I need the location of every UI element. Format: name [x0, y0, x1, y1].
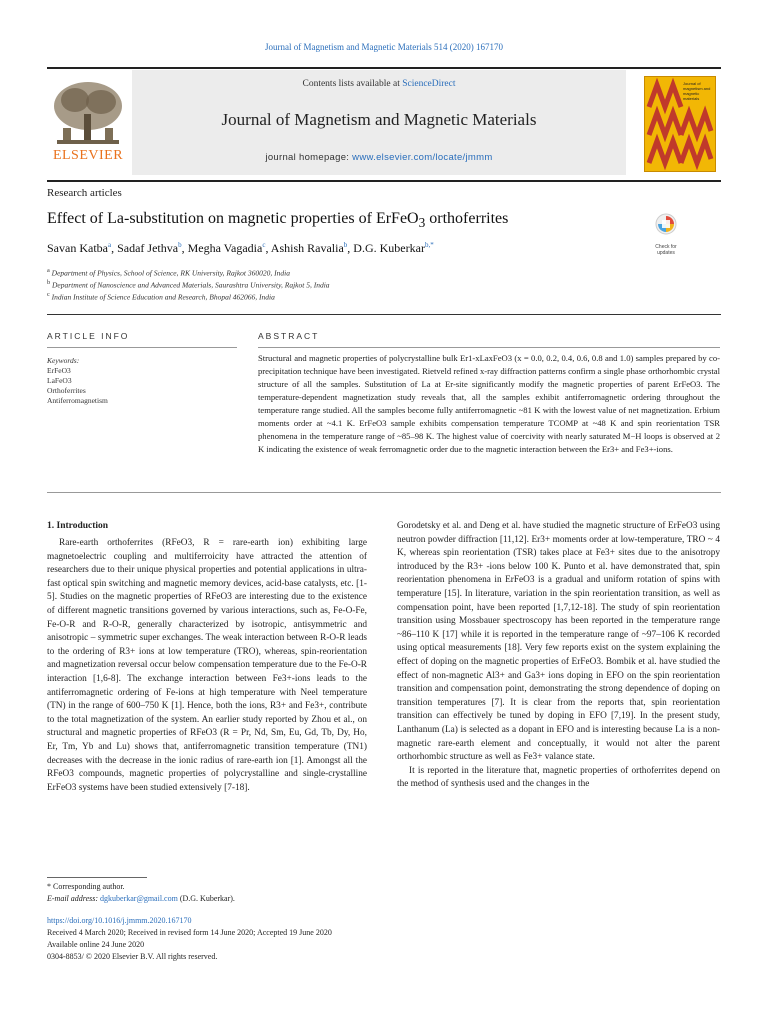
- info-rule-right: [258, 347, 720, 348]
- body-column-left: [47, 537, 367, 795]
- homepage-link[interactable]: www.elsevier.com/locate/jmmm: [352, 152, 493, 163]
- abstract-bottom-rule: [47, 492, 721, 493]
- author-affiliation-mark[interactable]: b: [178, 241, 182, 249]
- homepage-prefix: journal homepage:: [265, 152, 353, 163]
- body-column-right: [397, 520, 720, 792]
- article-meta: [47, 915, 332, 963]
- keywords-block: [47, 356, 108, 406]
- author-separator: ,: [265, 241, 271, 255]
- available-date: Available online 24 June 2020: [47, 940, 145, 949]
- article-title: [47, 210, 508, 231]
- info-rule-left: [47, 347, 237, 348]
- journal-citation[interactable]: Journal of Magnetism and Magnetic Materials 514 (2020) 167170: [265, 42, 503, 52]
- author-affiliation-mark[interactable]: c: [262, 241, 266, 249]
- affiliation-text: Department of Nanoscience and Advanced Materials, Saurashtra University, Rajkot 5, India: [52, 280, 330, 290]
- author-name[interactable]: Sadaf Jethva: [117, 241, 179, 255]
- title-text: Effect of La-substitution on magnetic properties of ErFeO: [47, 210, 419, 227]
- journal-cover-image: [644, 76, 716, 172]
- author-name[interactable]: Megha Vagadia: [187, 241, 263, 255]
- affiliation-b: [47, 279, 330, 290]
- author-list: [47, 241, 434, 256]
- homepage-line: [132, 152, 626, 163]
- check-for-updates-button[interactable]: [650, 213, 682, 257]
- doi-link[interactable]: https://doi.org/10.1016/j.jmmm.2020.167170: [47, 916, 192, 925]
- affiliation-text: Indian Institute of Science Education and Research, Bhopal 462066, India: [51, 292, 275, 302]
- author-separator: ,: [181, 241, 188, 255]
- affiliation-mark: b: [47, 279, 51, 286]
- keyword-item: Antiferromagnetism: [47, 396, 108, 405]
- author-name[interactable]: Savan Katba: [47, 241, 108, 255]
- abstract-heading: ABSTRACT: [258, 331, 320, 341]
- header-top-rule: [47, 67, 721, 69]
- copyright: 0304-8853/ © 2020 Elsevier B.V. All rights reserved.: [47, 952, 218, 961]
- affiliation-mark: c: [47, 291, 50, 298]
- email-label: E-mail address:: [47, 894, 101, 903]
- email-link[interactable]: dgkuberkar@gmail.com: [100, 894, 178, 903]
- affiliation-text: Department of Physics, School of Science, RK University, Rajkot 360020, India: [51, 268, 290, 278]
- sciencedirect-link[interactable]: ScienceDirect: [402, 79, 456, 89]
- paragraph: Rare-earth orthoferrites (RFeO3, R = rare-earth ion) exhibiting large magnetoelectric coupling and multiferroicity have attracted the attention of researchers due to their unique physical properties and potential applications in ultra-fast optical spin switching and magnetic memory devices, acid-base catalysts, etc. [1-5]. Studies on the magnetic properties of RFeO3 are interesting due to the existence of different magnetic transitions governed by various interactions, such as, Fe-O-Fe, Fe-O-R and R-O-R, generally characterized by isotropic, antisymmetric and anisotropic – symmetric super exchanges. The weak interaction between R-O-R leads to the ordering of R3+ ions at low temperature (TRO), whereas, spin-reorientation and magnetization reversal occur below compensation temperature due to the Fe-O-R interaction [1,6-8]. The exchange interaction between Fe3+-ions leads to the antiferromagnetic ordering of Fe-ions at high temperature with Neel temperature (TN) in the range of 600–750 K [1]. Hence, both the ions, R3+ and Fe3+, contribute to the total magnetization of the system. An earlier study reported by Zhou et al., on structural and magnetic properties of RFeO3 (R = Pr, Nd, Sm, Eu, Gd, Tb, Dy, Ho, Er, Tm, Yb and Lu) shows that, antiferromagnetic transition temperature (TN1) decreases with the decrease in the ionic radius of rare-earth ion [1]. Amongst all the RFeO3 compounds, magnetic properties of polycrystalline and single-crystalline ErFeO3 systems have been studied extensively [7-18].: [47, 538, 367, 793]
- paragraph: Gorodetsky et al. and Deng et al. have studied the magnetic structure of ErFeO3 using neutron powder diffraction [11,12]. Er3+ moments order at low-temperature, TRO ~ 4 K, whereas spin reorientation (TSR) takes place at Fe3+ sites due to the anisotropy introduced by the R3+ -ions below 100 K. Punto et al. have demonstrated that, spin reorientation phenomena in ErFeO3 is a gradual and uniform rotation of spins with temperature [15]. In literature, variation in the spin reorientation transition, as well as compensation point, have been reported [1,7,12-18]. The study of spin reorientation transition using Mossbauer spectroscopy has been reported in the temperature range ~86–110 K [17] while it is reported in the temperature range of ~97–106 K recorded using optical measurements [18]. Very few reports exist on the system explaining the effect of doping on the magnetic properties of ErFeO3. Bombik et al. have studied the effect of non-magnetic Al3+ and Ga3+ ions doping in EFO on the spin reorientation transition and compensation point, demonstrating the strong dependence of doping on transition temperatures [7]. It is clear from the reports that, spin reorientation transition can effectively be tuned by doping in EFO [7,19]. In the present study, Lanthanum (La) is selected as a dopant in EFO and is interesting because La is a non-magnetic rare-earth element and conceptually, it would not alter the parent orthorhombic structure as well as Fe3+ valance state.: [397, 521, 720, 763]
- author-name[interactable]: Ashish Ravalia: [270, 241, 344, 255]
- footnote-rule: [47, 877, 147, 878]
- received-dates: Received 4 March 2020; Received in revised form 14 June 2020; Accepted 19 June 2020: [47, 928, 332, 937]
- section-heading: 1. Introduction: [47, 521, 109, 531]
- cover-title: Journal of magnetism and magnetic materials: [683, 81, 711, 101]
- crossmark-icon: [655, 213, 677, 239]
- author-affiliation-mark[interactable]: b: [343, 241, 348, 249]
- journal-name: Journal of Magnetism and Magnetic Materials: [221, 110, 537, 129]
- info-top-rule: [47, 314, 721, 315]
- header-bottom-rule: [47, 180, 721, 182]
- crossmark-label: Check for updates: [655, 244, 677, 256]
- author-name[interactable]: D.G. Kuberkar: [353, 241, 425, 255]
- corresponding-author: * Corresponding author.: [47, 882, 125, 891]
- contents-line: [132, 79, 626, 89]
- author-affiliation-mark[interactable]: a: [107, 241, 112, 249]
- article-info-heading: ARTICLE INFO: [47, 331, 130, 341]
- article-type: Research articles: [47, 187, 122, 199]
- affiliation-mark: a: [47, 267, 50, 274]
- elsevier-wordmark: ELSEVIER: [52, 148, 124, 163]
- affiliation-a: [47, 267, 290, 278]
- footnote: [47, 881, 235, 905]
- email-line: [47, 893, 235, 905]
- author-separator: ,: [111, 241, 118, 255]
- title-suffix: orthoferrites: [425, 210, 509, 227]
- affiliation-c: [47, 291, 275, 302]
- author-separator: ,: [347, 241, 354, 255]
- keywords-label: Keywords:: [47, 356, 80, 365]
- title-subscript: 3: [418, 215, 426, 231]
- email-suffix: (D.G. Kuberkar).: [177, 894, 235, 903]
- contents-prefix: Contents lists available at: [302, 79, 403, 89]
- keyword-item: Orthoferrites: [47, 386, 86, 395]
- abstract-text: Structural and magnetic properties of polycrystalline bulk Er1-xLaxFeO3 (x = 0.0, 0.2, 0.4, 0.6, 0.8 and 1.0) samples prepared by co-precipitation technique have been investigated. Rietveld refined x-ray diffraction patterns confirm a single phase orthorhombic crystal structure of all the samples. Substitution of La at Er-site significantly modify the magnetic properties of parent ErFeO3. The temperature-dependent magnetization study reveals that, all the samples exhibit antiferromagnetic ordering throughout the temperature range studied. All the samples become fully antiferromagnetic ~81 K with the lowest value of net magnetization. Erbium moments order at ~4.1 K. ErFeO3 sample exhibits compensation temperature TCOMP at ~48 K and spin reorientation TSR phenomena in the temperature range of ~85–98 K. The highest value of coercivity with nearly saturated M−H loops is observed at 2 K indicating the existence of weak ferromagnetic order due to the magnetic interaction between the Er3+ and Fe3+-ions.: [258, 353, 720, 454]
- keyword-item: LaFeO3: [47, 376, 72, 385]
- paragraph: It is reported in the literature that, magnetic properties of orthoferrites depend on the method of synthesis used and the changes in the: [397, 765, 720, 790]
- author-affiliation-mark[interactable]: b,*: [424, 241, 434, 249]
- keyword-item: ErFeO3: [47, 366, 71, 375]
